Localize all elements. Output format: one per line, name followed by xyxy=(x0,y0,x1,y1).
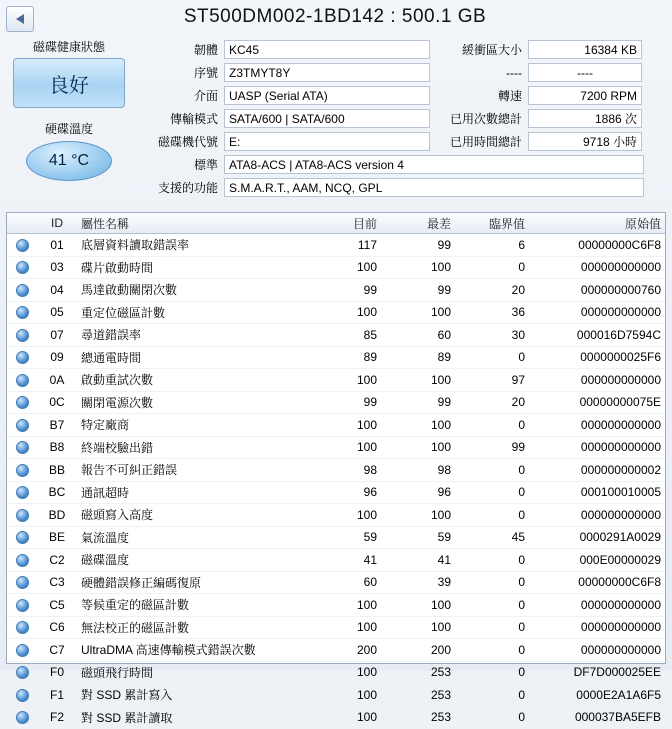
drive-info-grid xyxy=(132,38,666,210)
header-id: ID xyxy=(37,213,77,234)
row-attribute-name: 硬體錯誤修正編碼復原 xyxy=(77,571,307,594)
info-row-transfer-powercount xyxy=(132,107,666,130)
row-current: 99 xyxy=(307,279,381,302)
row-id: F0 xyxy=(37,661,77,684)
table-row[interactable] xyxy=(7,594,665,617)
row-current: 100 xyxy=(307,414,381,437)
row-worst: 98 xyxy=(381,459,455,482)
table-row[interactable] xyxy=(7,234,665,257)
row-raw-value: DF7D000025EE xyxy=(529,661,665,684)
row-current: 100 xyxy=(307,504,381,527)
row-current: 59 xyxy=(307,526,381,549)
row-attribute-name: 碟片啟動時間 xyxy=(77,256,307,279)
row-threshold: 0 xyxy=(455,594,529,617)
row-raw-value: 000000000000 xyxy=(529,369,665,392)
row-threshold: 6 xyxy=(455,234,529,257)
row-worst: 200 xyxy=(381,639,455,662)
row-threshold: 36 xyxy=(455,301,529,324)
row-status-icon xyxy=(7,481,37,504)
table-row[interactable] xyxy=(7,369,665,392)
row-attribute-name: 磁碟溫度 xyxy=(77,549,307,572)
row-status-icon xyxy=(7,571,37,594)
row-id: BD xyxy=(37,504,77,527)
row-attribute-name: 報告不可糾正錯誤 xyxy=(77,459,307,482)
row-worst: 99 xyxy=(381,391,455,414)
rotation-rate-value: 7200 RPM xyxy=(528,86,642,105)
row-threshold: 0 xyxy=(455,256,529,279)
serial-label: 序號 xyxy=(193,66,218,80)
row-threshold: 0 xyxy=(455,661,529,684)
row-raw-value: 000000000000 xyxy=(529,436,665,459)
row-worst: 253 xyxy=(381,661,455,684)
header-current: 目前 xyxy=(307,213,381,234)
row-threshold: 0 xyxy=(455,549,529,572)
row-threshold: 0 xyxy=(455,504,529,527)
header-worst: 最差 xyxy=(381,213,455,234)
row-threshold: 0 xyxy=(455,616,529,639)
row-current: 100 xyxy=(307,436,381,459)
row-id: B7 xyxy=(37,414,77,437)
row-worst: 100 xyxy=(381,369,455,392)
row-attribute-name: 底層資料讀取錯誤率 xyxy=(77,234,307,257)
health-panel xyxy=(8,38,130,181)
row-status-icon xyxy=(7,616,37,639)
table-row[interactable] xyxy=(7,706,665,729)
info-row-standard xyxy=(132,153,666,176)
row-worst: 100 xyxy=(381,414,455,437)
row-current: 100 xyxy=(307,594,381,617)
row-status-icon xyxy=(7,279,37,302)
row-id: C6 xyxy=(37,616,77,639)
table-row[interactable] xyxy=(7,256,665,279)
row-current: 117 xyxy=(307,234,381,257)
row-raw-value: 000000000000 xyxy=(529,301,665,324)
row-current: 100 xyxy=(307,661,381,684)
row-threshold: 99 xyxy=(455,436,529,459)
interface-value: UASP (Serial ATA) xyxy=(224,86,430,105)
row-attribute-name: 關閉電源次數 xyxy=(77,391,307,414)
buffer-size-value: 16384 KB xyxy=(528,40,642,59)
row-current: 100 xyxy=(307,301,381,324)
row-raw-value: 000000000002 xyxy=(529,459,665,482)
table-row[interactable] xyxy=(7,526,665,549)
row-status-icon xyxy=(7,684,37,707)
row-threshold: 0 xyxy=(455,639,529,662)
power-on-hours-label: 已用時間總計 xyxy=(449,135,522,149)
row-status-icon xyxy=(7,661,37,684)
header-threshold: 臨界值 xyxy=(455,213,529,234)
row-attribute-name: 通訊超時 xyxy=(77,481,307,504)
table-row[interactable] xyxy=(7,504,665,527)
row-id: 0C xyxy=(37,391,77,414)
row-current: 89 xyxy=(307,346,381,369)
serial-value: Z3TMYT8Y xyxy=(224,63,430,82)
header-status xyxy=(7,213,37,234)
row-status-icon xyxy=(7,346,37,369)
row-current: 99 xyxy=(307,391,381,414)
row-attribute-name: 等候重定的磁區計數 xyxy=(77,594,307,617)
row-id: B8 xyxy=(37,436,77,459)
row-worst: 253 xyxy=(381,706,455,729)
row-raw-value: 000016D7594C xyxy=(529,324,665,347)
health-status-value[interactable]: 良好 xyxy=(13,58,125,108)
row-worst: 41 xyxy=(381,549,455,572)
table-row[interactable] xyxy=(7,661,665,684)
table-row[interactable] xyxy=(7,459,665,482)
row-id: BE xyxy=(37,526,77,549)
row-current: 200 xyxy=(307,639,381,662)
row-worst: 39 xyxy=(381,571,455,594)
drive-letter-label: 磁碟機代號 xyxy=(157,135,218,149)
row-threshold: 20 xyxy=(455,279,529,302)
row-status-icon xyxy=(7,549,37,572)
row-status-icon xyxy=(7,526,37,549)
row-status-icon xyxy=(7,706,37,729)
row-id: 05 xyxy=(37,301,77,324)
row-threshold: 0 xyxy=(455,459,529,482)
standard-label: 標準 xyxy=(193,158,218,172)
standard-value: ATA8-ACS | ATA8-ACS version 4 xyxy=(224,155,644,174)
row-threshold: 97 xyxy=(455,369,529,392)
row-id: 01 xyxy=(37,234,77,257)
row-current: 100 xyxy=(307,616,381,639)
row-id: C2 xyxy=(37,549,77,572)
row-raw-value: 00000000C6F8 xyxy=(529,234,665,257)
row-raw-value: 000000000000 xyxy=(529,616,665,639)
info-row-serial-dash xyxy=(132,61,666,84)
row-threshold: 0 xyxy=(455,571,529,594)
info-row-features xyxy=(132,176,666,199)
table-row[interactable] xyxy=(7,301,665,324)
row-attribute-name: 磁頭寫入高度 xyxy=(77,504,307,527)
row-worst: 100 xyxy=(381,616,455,639)
buffer-size-label: 緩衝區大小 xyxy=(461,43,522,57)
row-worst: 100 xyxy=(381,301,455,324)
features-value: S.M.A.R.T., AAM, NCQ, GPL xyxy=(224,178,644,197)
firmware-label: 韌體 xyxy=(193,43,218,57)
row-current: 41 xyxy=(307,549,381,572)
table-header-row xyxy=(7,213,665,234)
row-raw-value: 000000000000 xyxy=(529,256,665,279)
row-raw-value: 000037BA5EFB xyxy=(529,706,665,729)
dash-label: ---- xyxy=(506,65,522,80)
interface-label: 介面 xyxy=(193,89,218,103)
row-attribute-name: 尋道錯誤率 xyxy=(77,324,307,347)
row-current: 100 xyxy=(307,684,381,707)
header-attribute-name: 屬性名稱 xyxy=(77,213,307,234)
row-current: 100 xyxy=(307,369,381,392)
power-on-hours-value: 9718 小時 xyxy=(528,132,642,151)
temperature-label: 硬碟溫度 xyxy=(44,122,93,136)
row-worst: 99 xyxy=(381,234,455,257)
row-current: 60 xyxy=(307,571,381,594)
row-attribute-name: 總通電時間 xyxy=(77,346,307,369)
row-threshold: 0 xyxy=(455,684,529,707)
row-attribute-name: 氣流溫度 xyxy=(77,526,307,549)
row-attribute-name: UltraDMA 高速傳輸模式錯誤次數 xyxy=(77,639,307,662)
row-worst: 89 xyxy=(381,346,455,369)
info-row-driveletter-powerhours xyxy=(132,130,666,153)
row-current: 100 xyxy=(307,706,381,729)
row-status-icon xyxy=(7,256,37,279)
table-row[interactable] xyxy=(7,639,665,662)
row-id: C7 xyxy=(37,639,77,662)
row-status-icon xyxy=(7,504,37,527)
row-status-icon xyxy=(7,459,37,482)
table-row[interactable] xyxy=(7,616,665,639)
row-attribute-name: 特定廠商 xyxy=(77,414,307,437)
table-row[interactable] xyxy=(7,549,665,572)
row-attribute-name: 磁頭飛行時間 xyxy=(77,661,307,684)
row-current: 85 xyxy=(307,324,381,347)
row-status-icon xyxy=(7,594,37,617)
back-arrow-icon xyxy=(16,14,24,24)
row-worst: 59 xyxy=(381,526,455,549)
row-raw-value: 000000000760 xyxy=(529,279,665,302)
row-status-icon xyxy=(7,414,37,437)
transfer-mode-value: SATA/600 | SATA/600 xyxy=(224,109,430,128)
row-status-icon xyxy=(7,234,37,257)
row-id: C3 xyxy=(37,571,77,594)
row-attribute-name: 啟動重試次數 xyxy=(77,369,307,392)
table-row[interactable] xyxy=(7,436,665,459)
row-raw-value: 000000000000 xyxy=(529,414,665,437)
table-row[interactable] xyxy=(7,571,665,594)
row-status-icon xyxy=(7,436,37,459)
row-attribute-name: 終端校驗出錯 xyxy=(77,436,307,459)
row-attribute-name: 對 SSD 累計寫入 xyxy=(77,684,307,707)
row-raw-value: 000000000000 xyxy=(529,639,665,662)
table-row[interactable] xyxy=(7,684,665,707)
table-row[interactable] xyxy=(7,391,665,414)
row-threshold: 0 xyxy=(455,481,529,504)
row-worst: 96 xyxy=(381,481,455,504)
back-button[interactable] xyxy=(6,6,34,32)
row-status-icon xyxy=(7,324,37,347)
row-worst: 100 xyxy=(381,504,455,527)
table-row[interactable] xyxy=(7,279,665,302)
row-raw-value: 000000000000 xyxy=(529,504,665,527)
row-id: 04 xyxy=(37,279,77,302)
header-raw-value: 原始值 xyxy=(529,213,665,234)
row-raw-value: 000100010005 xyxy=(529,481,665,504)
row-current: 98 xyxy=(307,459,381,482)
row-status-icon xyxy=(7,639,37,662)
row-current: 100 xyxy=(307,256,381,279)
power-on-count-label: 已用次數總計 xyxy=(449,112,522,126)
transfer-mode-label: 傳輸模式 xyxy=(169,112,218,126)
row-status-icon xyxy=(7,369,37,392)
row-threshold: 0 xyxy=(455,414,529,437)
row-status-icon xyxy=(7,391,37,414)
row-current: 96 xyxy=(307,481,381,504)
row-raw-value: 0000291A0029 xyxy=(529,526,665,549)
table-row[interactable] xyxy=(7,414,665,437)
row-id: BC xyxy=(37,481,77,504)
row-threshold: 45 xyxy=(455,526,529,549)
row-id: 0A xyxy=(37,369,77,392)
drive-letter-value: E: xyxy=(224,132,430,151)
row-raw-value: 0000E2A1A6F5 xyxy=(529,684,665,707)
row-status-icon xyxy=(7,301,37,324)
row-threshold: 20 xyxy=(455,391,529,414)
table-row[interactable] xyxy=(7,324,665,347)
row-id: C5 xyxy=(37,594,77,617)
row-threshold: 0 xyxy=(455,346,529,369)
row-worst: 100 xyxy=(381,436,455,459)
row-raw-value: 000E00000029 xyxy=(529,549,665,572)
row-raw-value: 00000000C6F8 xyxy=(529,571,665,594)
row-id: BB xyxy=(37,459,77,482)
row-attribute-name: 重定位磁區計數 xyxy=(77,301,307,324)
row-id: 03 xyxy=(37,256,77,279)
row-attribute-name: 對 SSD 累計讀取 xyxy=(77,706,307,729)
info-row-interface-rpm xyxy=(132,84,666,107)
table-row[interactable] xyxy=(7,481,665,504)
row-threshold: 0 xyxy=(455,706,529,729)
rotation-rate-label: 轉速 xyxy=(497,89,522,103)
table-row[interactable] xyxy=(7,346,665,369)
row-threshold: 30 xyxy=(455,324,529,347)
row-id: 07 xyxy=(37,324,77,347)
row-attribute-name: 馬達啟動關閉次數 xyxy=(77,279,307,302)
health-status-label: 磁碟健康狀態 xyxy=(32,40,105,54)
smart-attribute-table[interactable] xyxy=(6,212,666,725)
page-title: ST500DM002-1BD142 : 500.1 GB xyxy=(183,6,487,27)
row-raw-value: 000000000000 xyxy=(529,594,665,617)
row-attribute-name: 無法校正的磁區計數 xyxy=(77,616,307,639)
row-id: F1 xyxy=(37,684,77,707)
row-raw-value: 00000000075E xyxy=(529,391,665,414)
dash-value: ---- xyxy=(528,63,642,82)
info-row-firmware-buffer xyxy=(132,38,666,61)
row-worst: 100 xyxy=(381,256,455,279)
row-id: 09 xyxy=(37,346,77,369)
row-worst: 60 xyxy=(381,324,455,347)
temperature-value[interactable]: 41 °C xyxy=(26,141,112,181)
row-worst: 100 xyxy=(381,594,455,617)
row-worst: 253 xyxy=(381,684,455,707)
row-worst: 99 xyxy=(381,279,455,302)
power-on-count-value: 1886 次 xyxy=(528,109,642,128)
row-raw-value: 0000000025F6 xyxy=(529,346,665,369)
features-label: 支援的功能 xyxy=(157,181,218,195)
row-id: F2 xyxy=(37,706,77,729)
firmware-value: KC45 xyxy=(224,40,430,59)
